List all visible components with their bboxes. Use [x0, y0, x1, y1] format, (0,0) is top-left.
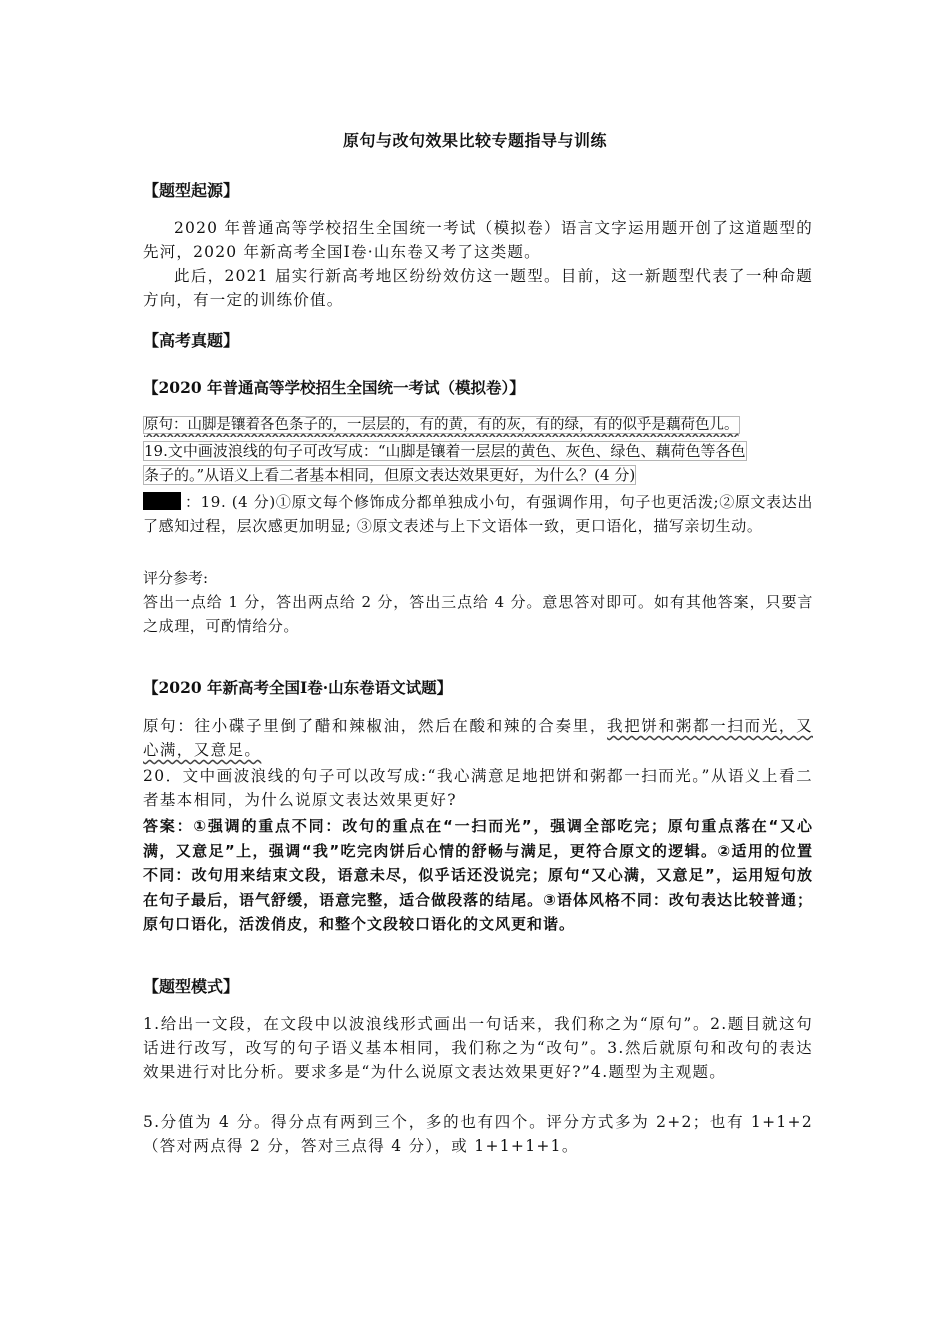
- example2-original-wavy: 我把饼和粥都一扫而光，又心满，又意足。: [143, 717, 813, 759]
- example1-answer-text: ①原文每个修饰成分都单独成小句，有强调作用，句子也更活泼;②原文表达出了感知过程，层次感更加明显; ③原文表述与上下文语体一致，更口语化，描写亲切生动。: [143, 493, 814, 535]
- origin-paragraph-2: 此后，2021 届实行新高考地区纷纷效仿这一题型。目前，这一新题型代表了一种命题方向，有一定的训练价值。: [143, 267, 813, 309]
- example1-answer: [143, 490, 813, 538]
- redaction-block: [143, 492, 181, 510]
- example1-scoring-label: 评分参考:: [143, 569, 209, 587]
- section-heading-origin: 【题型起源】: [143, 181, 240, 200]
- example2-original-sentence: [143, 714, 813, 762]
- pattern-paragraph-1: 1.给出一文段，在文段中以波浪线形式画出一句话来，我们称之为“原句”。2.题目就这句话进行改写，改写的句子语义基本相同，我们称之为“改句”。3.然后就原句和改句的表达效果进行对比分析。要求多是“为什么说原文表达效果更好?”4.题型为主观题。: [143, 1015, 813, 1081]
- example2-title: 【2020 年新高考全国Ⅰ卷·山东卷语文试题】: [143, 678, 453, 697]
- pattern-paragraph-2: 5.分值为 4 分。得分点有两到三个，多的也有四个。评分方式多为 2+2；也有 1+1+2（答对两点得 2 分，答对三点得 4 分），或 1+1+1+1。: [143, 1113, 813, 1155]
- example1-answer-prefix: ：19. (4 分): [185, 493, 276, 511]
- document-title: 原句与改句效果比较专题指导与训练: [342, 131, 607, 150]
- section-heading-exam: 【高考真题】: [143, 331, 240, 350]
- example1-original-text: 原句：山脚是镶着各色条子的，一层层的，有的黄，有的灰，有的绿，有的似乎是藕荷色儿。: [144, 417, 739, 433]
- example2-original-plain: 原句：往小碟子里倒了醋和辣椒油，然后在酸和辣的合奏里，: [143, 717, 608, 735]
- example1-scoring: 答出一点给 1 分，答出两点给 2 分，答出三点给 4 分。意思答对即可。如有其他答案，只要言之成理，可酌情给分。: [143, 593, 813, 635]
- section-heading-pattern: 【题型模式】: [143, 977, 240, 996]
- example1-question-line2: 条子的。”从语义上看二者基本相同，但原文表达效果更好，为什么？(4 分): [144, 466, 636, 484]
- example1-title: 【2020 年普通高等学校招生全国统一考试（模拟卷）】: [143, 378, 525, 397]
- example2-answer: 答案：①强调的重点不同：改句的重点在“一扫而光”，强调全部吃完；原句重点落在“又心满，又意足”上，强调“我”吃完肉饼后心情的舒畅与满足，更符合原文的逻辑。②适用的位置不同：改句用来结束文段，语意未尽，似乎话还没说完；原句“又心满，又意足”，运用短句放在句子最后，语气舒缓，语意完整，适合做段落的结尾。③语体风格不同：改句表达比较普通；原句口语化，活泼俏皮，和整个文段较口语化的文风更和谐。: [143, 817, 813, 933]
- example1-original-sentence: [143, 413, 813, 437]
- example1-question-line1: 19.文中画波浪线的句子可改写成：“山脚是镶着一层层的黄色、灰色、绿色、藕荷色等各色: [144, 442, 746, 460]
- origin-paragraph-1: 2020 年普通高等学校招生全国统一考试（模拟卷）语言文字运用题开创了这道题型的先河，2020 年新高考全国Ⅰ卷·山东卷又考了这类题。: [143, 219, 813, 261]
- example2-question: 20．文中画波浪线的句子可以改写成:“我心满意足地把饼和粥都一扫而光。”从语义上看二者基本相同，为什么说原文表达效果更好?: [143, 767, 813, 809]
